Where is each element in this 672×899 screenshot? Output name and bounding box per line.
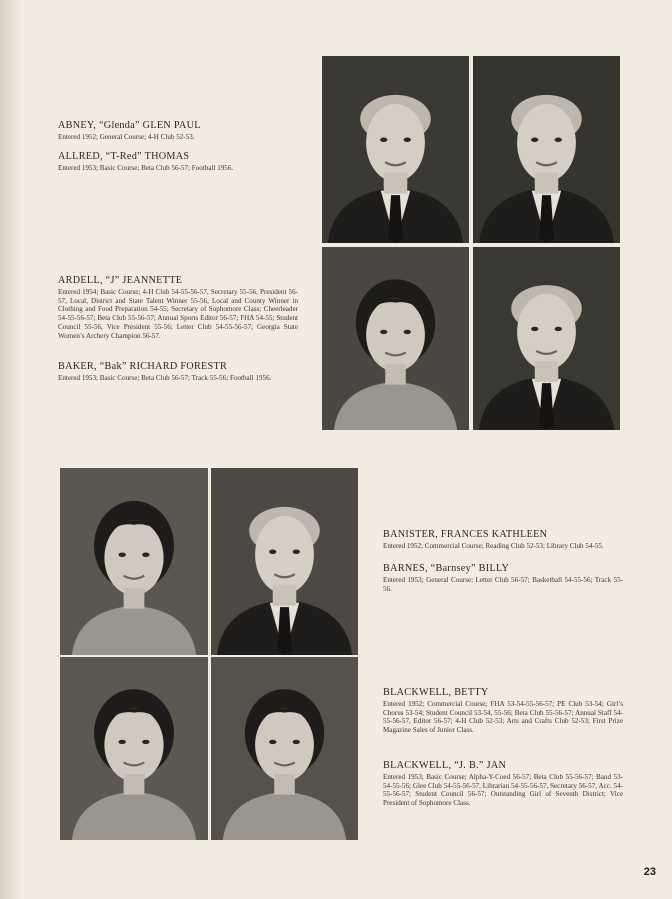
student-details: Entered 1952; Commercial Course; FHA 53-54-55-56-57; PE Club 53-54; Girl’s Chorus 53-54; Student Council 53-54, 55-56; Beta Club 55-56-57; Annual Staff 54-55-56-57, Editor 56-57; 4-H Club 52-53; Arts and Crafts Club 52-53; First Prize Magazine Sales of Junior Class. bbox=[383, 700, 623, 735]
entry-allred bbox=[58, 151, 308, 179]
portrait-photo-blackwell-jan bbox=[211, 657, 358, 840]
neck bbox=[384, 173, 408, 194]
student-details: Entered 1953; Basic Course; Alpha-Y-Coed 56-57; Beta Club 55-56-57; Band 53-54-55-56; Glee Club 54-55-56-57, Librarian 54-55-56-57, Secretary 56-57, Acc. 54-55-56-57; Student Council 56-57; Outstanding Girl of Seventh District; Vice President of Sophomore Class. bbox=[383, 773, 623, 808]
student-name: ABNEY, “Glenda” GLEN PAUL bbox=[58, 120, 201, 131]
left-eye bbox=[531, 138, 538, 142]
right-eye bbox=[142, 740, 149, 744]
page-number: 23 bbox=[643, 866, 656, 878]
student-name: BAKER, “Bak” RICHARD FORESTR bbox=[58, 361, 228, 372]
neck bbox=[124, 774, 145, 794]
portrait-photo-abney bbox=[322, 56, 469, 243]
portrait-photo-barnes bbox=[211, 468, 358, 655]
portrait-photo-baker bbox=[473, 247, 620, 430]
neck bbox=[273, 585, 297, 606]
portrait-image bbox=[322, 247, 469, 430]
entry-abney bbox=[58, 120, 308, 148]
portrait-image bbox=[211, 468, 358, 655]
portrait-image bbox=[211, 657, 358, 840]
portrait-image bbox=[60, 468, 208, 655]
portrait-image bbox=[473, 247, 620, 430]
neck bbox=[124, 588, 145, 609]
student-name: ALLRED, “T-Red” THOMAS bbox=[58, 151, 190, 162]
student-name: ARDELL, “J” JEANNETTE bbox=[58, 275, 183, 286]
right-eye bbox=[555, 327, 562, 331]
entry-baker bbox=[58, 361, 298, 389]
student-details: Entered 1953; Basic Course; Beta Club 56-57; Track 55-56; Football 1956. bbox=[58, 374, 272, 382]
right-eye bbox=[142, 553, 149, 557]
face bbox=[366, 298, 425, 371]
entry-ardell bbox=[58, 275, 298, 346]
right-eye bbox=[404, 138, 411, 142]
entry-barnes bbox=[383, 563, 623, 599]
face bbox=[104, 708, 163, 781]
student-details: Entered 1953; Basic Course; Beta Club 56-57; Football 1956. bbox=[58, 164, 234, 172]
left-eye bbox=[269, 550, 276, 554]
portrait-photo-allred bbox=[473, 56, 620, 243]
portrait-photo-banister bbox=[60, 468, 208, 655]
neck bbox=[274, 774, 295, 794]
entry-blackwell-jan bbox=[383, 760, 623, 814]
student-name: BARNES, “Barnsey” BILLY bbox=[383, 563, 510, 574]
face bbox=[517, 104, 576, 182]
entry-banister bbox=[383, 529, 623, 557]
portrait-photo-blackwell-betty bbox=[60, 657, 208, 840]
student-name: BLACKWELL, BETTY bbox=[383, 687, 489, 698]
left-eye bbox=[118, 740, 125, 744]
face bbox=[104, 520, 163, 595]
left-eye bbox=[380, 138, 387, 142]
portrait-image bbox=[60, 657, 208, 840]
portrait-image bbox=[473, 56, 620, 243]
left-eye bbox=[380, 330, 387, 334]
face bbox=[255, 516, 314, 594]
page-gutter-shadow bbox=[0, 0, 22, 899]
portrait-photo-ardell bbox=[322, 247, 469, 430]
neck bbox=[385, 364, 406, 384]
right-eye bbox=[404, 330, 411, 334]
face bbox=[366, 104, 425, 182]
left-eye bbox=[531, 327, 538, 331]
student-name: BANISTER, FRANCES KATHLEEN bbox=[383, 529, 548, 540]
student-details: Entered 1954; Basic Course; 4-H Club 54-55-56-57, Secretary 55-56, President 56-57, Local, District and State Talent Winner 55-56, Local and County Winner in Clothing and Food Preparation 54-55; Secretary of Sophomore Class; Cheerleader 54-55-56-57; Beta Club 55-56-57; Annual Sports Editor 56-57; FHA 54-55; Student Council 55-56, Vice President 55-56; Letter Club 54-55-56-57; Georgia State Women’s Archery Champion 56-57. bbox=[58, 288, 298, 340]
face bbox=[255, 708, 314, 781]
right-eye bbox=[293, 550, 300, 554]
right-eye bbox=[555, 138, 562, 142]
right-eye bbox=[293, 740, 300, 744]
portrait-image bbox=[322, 56, 469, 243]
neck bbox=[535, 173, 559, 194]
student-details: Entered 1953; General Course; Letter Club 56-57; Basketball 54-55-56; Track 55-56. bbox=[383, 576, 623, 593]
face bbox=[517, 294, 576, 370]
left-eye bbox=[118, 553, 125, 557]
student-details: Entered 1952; General Course; 4-H Club 52-53. bbox=[58, 133, 195, 141]
entry-blackwell-betty bbox=[383, 687, 623, 741]
neck bbox=[535, 361, 559, 381]
student-details: Entered 1952; Commercial Course; Reading Club 52-53; Library Club 54-55. bbox=[383, 542, 604, 550]
student-name: BLACKWELL, “J. B.” JAN bbox=[383, 760, 507, 771]
left-eye bbox=[269, 740, 276, 744]
